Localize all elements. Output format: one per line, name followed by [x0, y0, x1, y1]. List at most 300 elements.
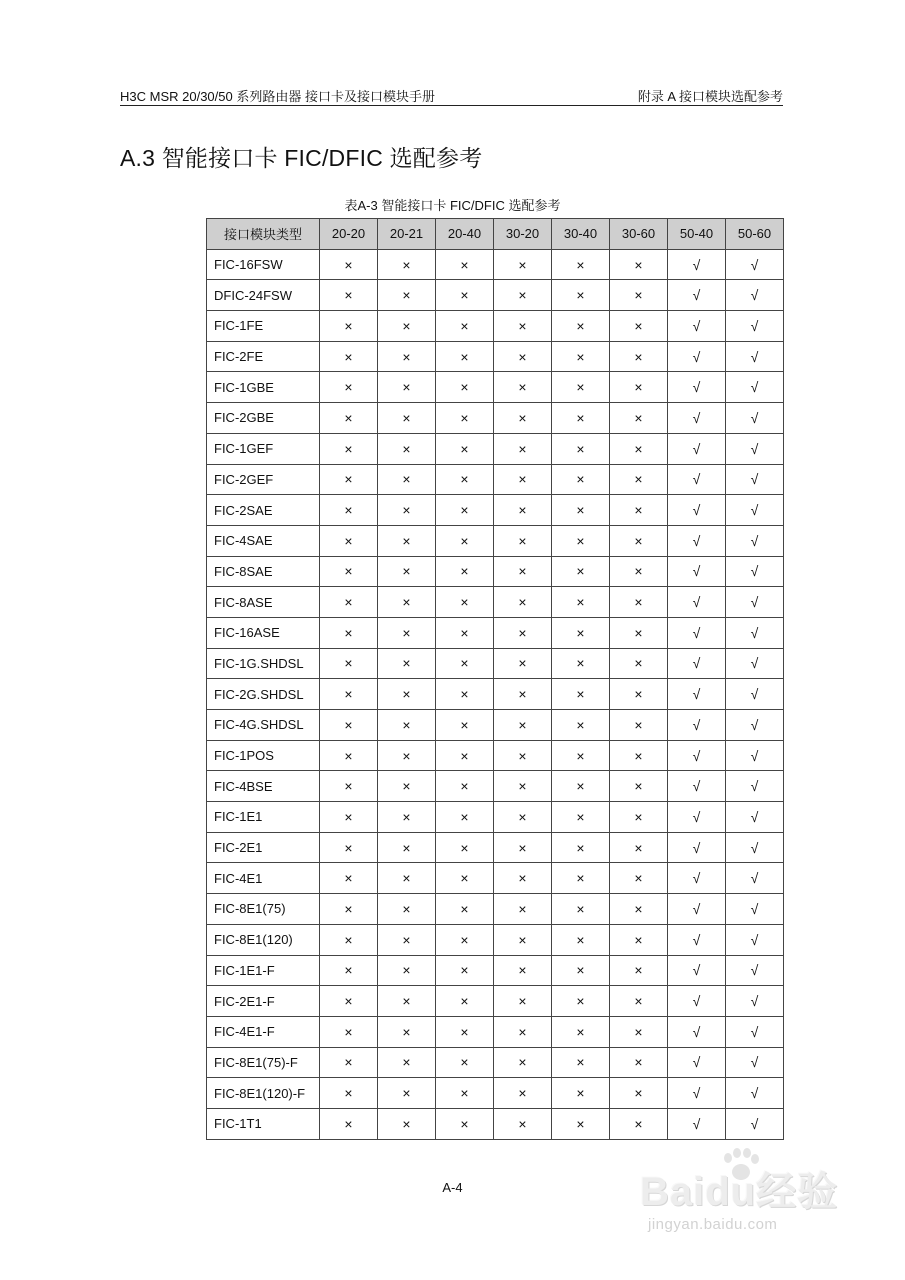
- support-mark-cell: ×: [552, 1108, 610, 1139]
- module-name-cell: DFIC-24FSW: [207, 280, 320, 311]
- support-mark-cell: ×: [436, 740, 494, 771]
- support-mark-cell: ×: [610, 771, 668, 802]
- support-mark-cell: √: [726, 771, 784, 802]
- support-mark-cell: ×: [552, 372, 610, 403]
- support-mark-cell: ×: [610, 433, 668, 464]
- module-name-cell: FIC-2GEF: [207, 464, 320, 495]
- support-mark-cell: ×: [436, 1078, 494, 1109]
- support-mark-cell: ×: [320, 832, 378, 863]
- support-mark-cell: ×: [552, 986, 610, 1017]
- support-mark-cell: ×: [378, 648, 436, 679]
- support-mark-cell: ×: [494, 802, 552, 833]
- support-mark-cell: ×: [378, 1078, 436, 1109]
- support-mark-cell: ×: [378, 495, 436, 526]
- support-mark-cell: √: [726, 740, 784, 771]
- table-body: [207, 249, 784, 1139]
- support-mark-cell: ×: [552, 1078, 610, 1109]
- support-mark-cell: ×: [610, 679, 668, 710]
- support-mark-cell: ×: [494, 894, 552, 925]
- support-mark-cell: ×: [378, 249, 436, 280]
- table-row: [207, 863, 784, 894]
- support-mark-cell: ×: [320, 617, 378, 648]
- table-header-row: [207, 219, 784, 250]
- module-name-cell: FIC-2SAE: [207, 495, 320, 526]
- support-mark-cell: √: [726, 464, 784, 495]
- support-mark-cell: √: [726, 556, 784, 587]
- module-name-cell: FIC-16ASE: [207, 617, 320, 648]
- table-row: [207, 955, 784, 986]
- module-name-cell: FIC-2E1-F: [207, 986, 320, 1017]
- module-name-cell: FIC-1E1: [207, 802, 320, 833]
- table-row: [207, 986, 784, 1017]
- support-mark-cell: ×: [494, 372, 552, 403]
- support-mark-cell: ×: [320, 710, 378, 741]
- support-mark-cell: √: [668, 986, 726, 1017]
- watermark-url: jingyan.baidu.com: [648, 1216, 778, 1233]
- support-mark-cell: ×: [610, 955, 668, 986]
- support-mark-cell: √: [668, 556, 726, 587]
- support-mark-cell: ×: [552, 617, 610, 648]
- table-row: [207, 587, 784, 618]
- support-mark-cell: √: [668, 341, 726, 372]
- support-mark-cell: ×: [552, 280, 610, 311]
- module-name-cell: FIC-4BSE: [207, 771, 320, 802]
- support-mark-cell: ×: [610, 1047, 668, 1078]
- table-row: [207, 924, 784, 955]
- support-mark-cell: ×: [494, 1078, 552, 1109]
- support-mark-cell: ×: [494, 771, 552, 802]
- support-mark-cell: ×: [320, 587, 378, 618]
- support-mark-cell: ×: [320, 556, 378, 587]
- table-row: [207, 403, 784, 434]
- table-row: [207, 802, 784, 833]
- support-mark-cell: ×: [494, 341, 552, 372]
- support-mark-cell: ×: [378, 372, 436, 403]
- support-mark-cell: ×: [378, 433, 436, 464]
- support-mark-cell: ×: [552, 525, 610, 556]
- support-mark-cell: √: [726, 1047, 784, 1078]
- support-mark-cell: √: [726, 311, 784, 342]
- support-mark-cell: ×: [378, 1047, 436, 1078]
- table-row: [207, 1016, 784, 1047]
- support-mark-cell: √: [668, 863, 726, 894]
- support-mark-cell: ×: [378, 525, 436, 556]
- support-mark-cell: ×: [320, 894, 378, 925]
- support-mark-cell: ×: [552, 341, 610, 372]
- support-mark-cell: ×: [610, 1108, 668, 1139]
- support-mark-cell: ×: [378, 341, 436, 372]
- support-mark-cell: √: [726, 863, 784, 894]
- support-mark-cell: ×: [610, 587, 668, 618]
- support-mark-cell: ×: [552, 955, 610, 986]
- support-mark-cell: ×: [320, 249, 378, 280]
- support-mark-cell: √: [726, 372, 784, 403]
- section-title: A.3 智能接口卡 FIC/DFIC 选配参考: [120, 145, 483, 171]
- support-mark-cell: ×: [378, 679, 436, 710]
- support-mark-cell: √: [726, 1078, 784, 1109]
- support-mark-cell: √: [726, 955, 784, 986]
- support-mark-cell: √: [668, 1047, 726, 1078]
- column-header: 30-60: [610, 219, 668, 250]
- support-mark-cell: √: [726, 1016, 784, 1047]
- module-name-cell: FIC-1E1-F: [207, 955, 320, 986]
- support-mark-cell: ×: [552, 311, 610, 342]
- support-mark-cell: ×: [436, 771, 494, 802]
- table-row: [207, 1047, 784, 1078]
- table-caption: 表A-3 智能接口卡 FIC/DFIC 选配参考: [344, 198, 561, 213]
- support-mark-cell: ×: [436, 802, 494, 833]
- support-mark-cell: ×: [610, 525, 668, 556]
- support-mark-cell: ×: [436, 1108, 494, 1139]
- support-mark-cell: ×: [494, 955, 552, 986]
- support-mark-cell: √: [726, 1108, 784, 1139]
- support-mark-cell: √: [726, 433, 784, 464]
- support-mark-cell: ×: [610, 311, 668, 342]
- support-mark-cell: ×: [378, 403, 436, 434]
- module-name-cell: FIC-8ASE: [207, 587, 320, 618]
- support-mark-cell: ×: [552, 1016, 610, 1047]
- support-mark-cell: ×: [436, 311, 494, 342]
- support-mark-cell: ×: [436, 525, 494, 556]
- support-mark-cell: √: [726, 924, 784, 955]
- support-mark-cell: ×: [378, 311, 436, 342]
- support-mark-cell: ×: [494, 863, 552, 894]
- module-name-cell: FIC-1FE: [207, 311, 320, 342]
- column-header: 50-40: [668, 219, 726, 250]
- support-mark-cell: ×: [436, 648, 494, 679]
- support-mark-cell: ×: [436, 249, 494, 280]
- support-mark-cell: ×: [494, 648, 552, 679]
- support-mark-cell: ×: [378, 587, 436, 618]
- table-row: [207, 1078, 784, 1109]
- support-mark-cell: ×: [494, 986, 552, 1017]
- support-mark-cell: ×: [494, 249, 552, 280]
- header-section: 附录 A 接口模块选配参考: [637, 89, 783, 104]
- module-name-cell: FIC-4E1: [207, 863, 320, 894]
- support-mark-cell: ×: [320, 403, 378, 434]
- support-mark-cell: √: [726, 894, 784, 925]
- support-mark-cell: ×: [320, 495, 378, 526]
- support-mark-cell: ×: [552, 894, 610, 925]
- support-mark-cell: √: [726, 710, 784, 741]
- support-mark-cell: ×: [378, 802, 436, 833]
- support-mark-cell: ×: [320, 464, 378, 495]
- table-row: [207, 710, 784, 741]
- table-row: [207, 249, 784, 280]
- support-mark-cell: ×: [552, 863, 610, 894]
- support-mark-cell: ×: [494, 587, 552, 618]
- support-mark-cell: ×: [320, 924, 378, 955]
- support-mark-cell: ×: [494, 495, 552, 526]
- support-mark-cell: √: [668, 802, 726, 833]
- support-mark-cell: ×: [320, 341, 378, 372]
- table-row: [207, 740, 784, 771]
- support-mark-cell: ×: [494, 311, 552, 342]
- support-mark-cell: √: [668, 832, 726, 863]
- support-mark-cell: ×: [610, 710, 668, 741]
- support-mark-cell: ×: [494, 679, 552, 710]
- table-row: [207, 433, 784, 464]
- support-mark-cell: ×: [494, 924, 552, 955]
- header-title: H3C MSR 20/30/50 系列路由器 接口卡及接口模块手册: [120, 89, 435, 104]
- support-mark-cell: ×: [494, 710, 552, 741]
- support-mark-cell: √: [726, 679, 784, 710]
- support-mark-cell: ×: [436, 955, 494, 986]
- module-name-cell: FIC-8E1(75)-F: [207, 1047, 320, 1078]
- support-mark-cell: ×: [494, 433, 552, 464]
- support-mark-cell: ×: [320, 1016, 378, 1047]
- support-mark-cell: ×: [436, 556, 494, 587]
- support-mark-cell: ×: [610, 495, 668, 526]
- support-mark-cell: √: [668, 771, 726, 802]
- support-mark-cell: ×: [610, 802, 668, 833]
- table-row: [207, 771, 784, 802]
- support-mark-cell: ×: [378, 771, 436, 802]
- support-mark-cell: ×: [552, 587, 610, 618]
- support-mark-cell: ×: [436, 679, 494, 710]
- support-mark-cell: √: [668, 464, 726, 495]
- support-mark-cell: √: [726, 525, 784, 556]
- support-mark-cell: ×: [610, 403, 668, 434]
- support-mark-cell: ×: [378, 556, 436, 587]
- support-mark-cell: ×: [320, 955, 378, 986]
- page-header: [120, 83, 783, 106]
- support-mark-cell: ×: [320, 1108, 378, 1139]
- support-mark-cell: ×: [436, 986, 494, 1017]
- module-name-cell: FIC-2GBE: [207, 403, 320, 434]
- support-mark-cell: ×: [552, 710, 610, 741]
- support-mark-cell: ×: [552, 1047, 610, 1078]
- support-mark-cell: ×: [552, 740, 610, 771]
- module-name-cell: FIC-2G.SHDSL: [207, 679, 320, 710]
- support-mark-cell: ×: [378, 1016, 436, 1047]
- support-mark-cell: ×: [436, 341, 494, 372]
- support-mark-cell: √: [726, 403, 784, 434]
- table-row: [207, 372, 784, 403]
- support-mark-cell: ×: [436, 372, 494, 403]
- support-mark-cell: ×: [436, 1047, 494, 1078]
- support-mark-cell: ×: [436, 894, 494, 925]
- support-mark-cell: ×: [610, 1078, 668, 1109]
- support-mark-cell: ×: [378, 280, 436, 311]
- support-mark-cell: ×: [552, 832, 610, 863]
- support-mark-cell: ×: [610, 894, 668, 925]
- module-name-cell: FIC-8E1(75): [207, 894, 320, 925]
- support-mark-cell: √: [726, 986, 784, 1017]
- module-name-cell: FIC-8E1(120): [207, 924, 320, 955]
- support-mark-cell: √: [668, 1108, 726, 1139]
- support-mark-cell: ×: [494, 832, 552, 863]
- support-mark-cell: ×: [436, 863, 494, 894]
- support-mark-cell: ×: [436, 587, 494, 618]
- support-mark-cell: ×: [436, 710, 494, 741]
- column-header: 20-40: [436, 219, 494, 250]
- support-mark-cell: ×: [552, 679, 610, 710]
- support-mark-cell: ×: [552, 556, 610, 587]
- support-mark-cell: ×: [552, 433, 610, 464]
- support-mark-cell: √: [668, 648, 726, 679]
- support-mark-cell: ×: [378, 710, 436, 741]
- table-row: [207, 648, 784, 679]
- module-name-cell: FIC-16FSW: [207, 249, 320, 280]
- column-header: 50-60: [726, 219, 784, 250]
- support-mark-cell: ×: [610, 1016, 668, 1047]
- watermark-logo: Baidu经验: [640, 1170, 839, 1214]
- support-mark-cell: ×: [610, 249, 668, 280]
- support-mark-cell: √: [726, 802, 784, 833]
- module-name-cell: FIC-4E1-F: [207, 1016, 320, 1047]
- support-mark-cell: √: [668, 710, 726, 741]
- support-mark-cell: √: [726, 648, 784, 679]
- support-mark-cell: ×: [494, 403, 552, 434]
- watermark: [640, 1148, 870, 1248]
- support-mark-cell: √: [668, 495, 726, 526]
- support-mark-cell: ×: [610, 924, 668, 955]
- support-mark-cell: ×: [610, 617, 668, 648]
- module-name-cell: FIC-2E1: [207, 832, 320, 863]
- support-mark-cell: ×: [552, 249, 610, 280]
- table-row: [207, 280, 784, 311]
- support-mark-cell: ×: [320, 679, 378, 710]
- support-mark-cell: ×: [610, 464, 668, 495]
- support-mark-cell: ×: [610, 863, 668, 894]
- support-mark-cell: ×: [610, 372, 668, 403]
- table-row: [207, 311, 784, 342]
- support-mark-cell: ×: [378, 894, 436, 925]
- support-mark-cell: ×: [610, 832, 668, 863]
- support-mark-cell: √: [668, 924, 726, 955]
- support-mark-cell: ×: [320, 1078, 378, 1109]
- table-row: [207, 617, 784, 648]
- module-name-cell: FIC-8E1(120)-F: [207, 1078, 320, 1109]
- support-mark-cell: ×: [378, 464, 436, 495]
- support-mark-cell: √: [668, 525, 726, 556]
- support-mark-cell: ×: [320, 280, 378, 311]
- support-mark-cell: √: [726, 341, 784, 372]
- support-mark-cell: ×: [494, 1047, 552, 1078]
- table-row: [207, 894, 784, 925]
- support-mark-cell: ×: [610, 648, 668, 679]
- support-mark-cell: ×: [378, 832, 436, 863]
- column-header: 30-40: [552, 219, 610, 250]
- support-mark-cell: √: [668, 679, 726, 710]
- support-mark-cell: ×: [436, 433, 494, 464]
- support-mark-cell: ×: [610, 740, 668, 771]
- support-mark-cell: √: [668, 1016, 726, 1047]
- table-row: [207, 525, 784, 556]
- support-mark-cell: ×: [552, 924, 610, 955]
- support-mark-cell: √: [668, 617, 726, 648]
- support-mark-cell: ×: [494, 617, 552, 648]
- support-mark-cell: ×: [552, 648, 610, 679]
- support-mark-cell: ×: [436, 1016, 494, 1047]
- table-row: [207, 464, 784, 495]
- column-header: 20-21: [378, 219, 436, 250]
- support-mark-cell: ×: [552, 403, 610, 434]
- support-mark-cell: √: [726, 280, 784, 311]
- support-mark-cell: √: [668, 433, 726, 464]
- support-mark-cell: ×: [494, 740, 552, 771]
- support-mark-cell: ×: [494, 525, 552, 556]
- support-mark-cell: ×: [320, 771, 378, 802]
- module-name-cell: FIC-1G.SHDSL: [207, 648, 320, 679]
- column-header: 接口模块类型: [207, 219, 320, 250]
- support-mark-cell: √: [668, 311, 726, 342]
- support-mark-cell: ×: [320, 525, 378, 556]
- support-mark-cell: √: [726, 587, 784, 618]
- support-mark-cell: √: [668, 1078, 726, 1109]
- support-mark-cell: ×: [378, 955, 436, 986]
- support-mark-cell: ×: [320, 802, 378, 833]
- column-header: 30-20: [494, 219, 552, 250]
- table-row: [207, 832, 784, 863]
- support-mark-cell: ×: [378, 924, 436, 955]
- support-mark-cell: √: [726, 617, 784, 648]
- support-mark-cell: ×: [552, 495, 610, 526]
- support-mark-cell: ×: [320, 863, 378, 894]
- support-mark-cell: ×: [436, 495, 494, 526]
- support-mark-cell: ×: [436, 617, 494, 648]
- module-name-cell: FIC-4G.SHDSL: [207, 710, 320, 741]
- support-mark-cell: √: [726, 495, 784, 526]
- support-mark-cell: ×: [494, 280, 552, 311]
- compatibility-table: [206, 218, 784, 1140]
- module-name-cell: FIC-1POS: [207, 740, 320, 771]
- module-name-cell: FIC-2FE: [207, 341, 320, 372]
- support-mark-cell: √: [668, 740, 726, 771]
- module-name-cell: FIC-8SAE: [207, 556, 320, 587]
- support-mark-cell: ×: [494, 464, 552, 495]
- support-mark-cell: ×: [320, 433, 378, 464]
- support-mark-cell: ×: [378, 986, 436, 1017]
- support-mark-cell: √: [668, 280, 726, 311]
- support-mark-cell: ×: [436, 832, 494, 863]
- support-mark-cell: ×: [378, 863, 436, 894]
- support-mark-cell: √: [668, 955, 726, 986]
- support-mark-cell: ×: [610, 986, 668, 1017]
- support-mark-cell: ×: [320, 372, 378, 403]
- support-mark-cell: √: [726, 832, 784, 863]
- support-mark-cell: ×: [494, 1016, 552, 1047]
- support-mark-cell: ×: [436, 924, 494, 955]
- page-number: A-4: [442, 1180, 463, 1195]
- support-mark-cell: ×: [610, 341, 668, 372]
- support-mark-cell: ×: [436, 403, 494, 434]
- support-mark-cell: ×: [320, 648, 378, 679]
- support-mark-cell: ×: [610, 280, 668, 311]
- support-mark-cell: ×: [320, 1047, 378, 1078]
- support-mark-cell: ×: [320, 311, 378, 342]
- support-mark-cell: √: [668, 403, 726, 434]
- support-mark-cell: √: [668, 372, 726, 403]
- support-mark-cell: ×: [378, 1108, 436, 1139]
- support-mark-cell: ×: [378, 740, 436, 771]
- support-mark-cell: √: [668, 249, 726, 280]
- support-mark-cell: ×: [378, 617, 436, 648]
- support-mark-cell: √: [668, 587, 726, 618]
- support-mark-cell: ×: [610, 556, 668, 587]
- module-name-cell: FIC-1GBE: [207, 372, 320, 403]
- table-row: [207, 556, 784, 587]
- support-mark-cell: ×: [436, 280, 494, 311]
- support-mark-cell: √: [668, 894, 726, 925]
- module-name-cell: FIC-1T1: [207, 1108, 320, 1139]
- support-mark-cell: ×: [320, 986, 378, 1017]
- column-header: 20-20: [320, 219, 378, 250]
- support-mark-cell: ×: [436, 464, 494, 495]
- support-mark-cell: √: [726, 249, 784, 280]
- support-mark-cell: ×: [494, 1108, 552, 1139]
